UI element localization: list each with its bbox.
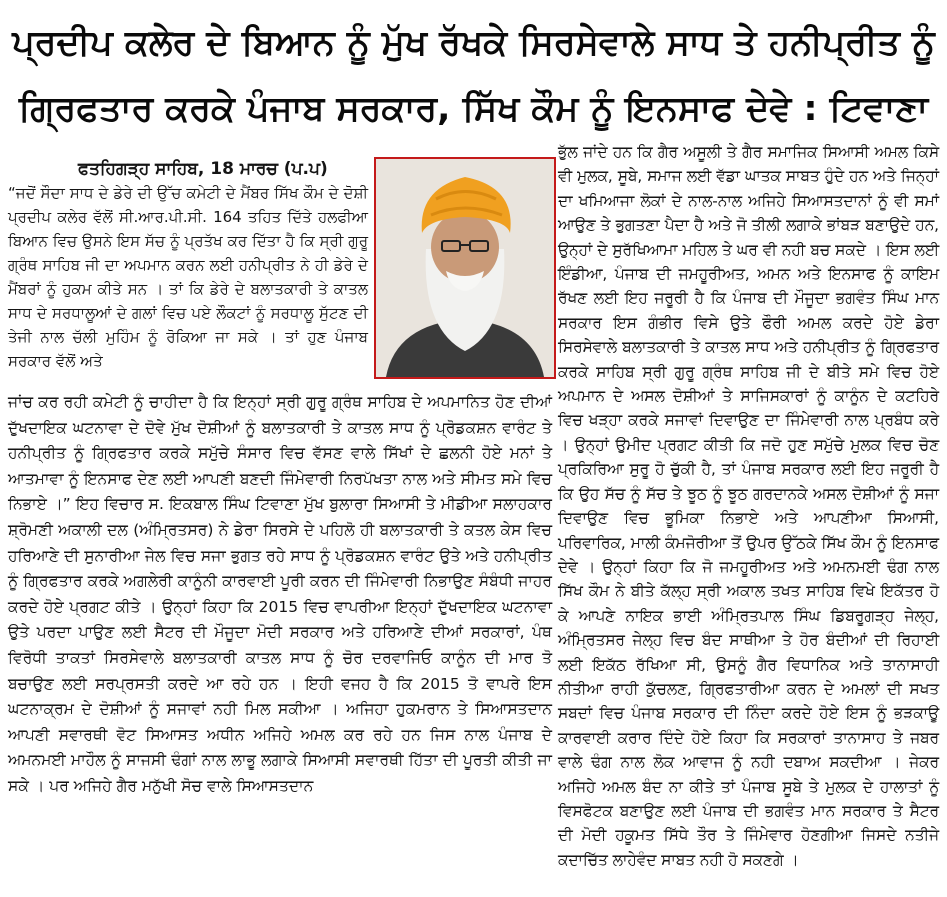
article-paragraph-intro: “ਜਦੋਂ ਸੌਦਾ ਸਾਧ ਦੇ ਡੇਰੇ ਦੀ ਉੱਚ ਕਮੇਟੀ ਦੇ ਮੈਂਬਰ ਸਿੱਖ ਕੌਮ ਦੇ ਦੋਸ਼ੀ ਪ੍ਰਦੀਪ ਕਲੇਰ ਵੱਲੋਂ ਸੀ.ਆਰ.ਪੀ.ਸੀ. 164 ਤਹਿਤ ਦਿੱਤੇ ਹਲਫੀਆ ਬਿਆਨ ਵਿਚ ਉਸਨੇ ਇਸ ਸੱਚ ਨੂੰ ਪ੍ਰਤੱਖ ਕਰ ਦਿੱਤਾ ਹੈ ਕਿ ਸ੍ਰੀ ਗੁਰੂ ਗ੍ਰੰਥ ਸਾਹਿਬ ਜੀ ਦਾ ਅਪਮਾਨ ਕਰਨ ਲਈ ਹਨੀਪ੍ਰੀਤ ਨੇ ਹੀ ਡੇਰੇ ਦੇ ਮੈਂਬਰਾਂ ਨੂੰ ਹੁਕਮ ਕੀਤੇ ਸਨ । ਤਾਂ ਕਿ ਡੇਰੇ ਦੇ ਬਲਾਤਕਾਰੀ ਤੇ ਕਾਤਲ ਸਾਧ ਦੇ ਸਰਧਾਲੂਆਂ ਦੇ ਗਲਾਂ ਵਿਚ ਪਏ ਲੌਕਟਾਂ ਨੂੰ ਸਰਧਾਲੂ ਸੁੱਟਣ ਦੀ ਤੇਜੀ ਨਾਲ ਚੱਲੀ ਮੁਹਿੰਮ ਨੂੰ ਰੋਕਿਆ ਜਾ ਸਕੇ । ਤਾਂ ਹੁਣ ਪੰਜਾਬ ਸਰਕਾਰ ਵੱਲੋਂ ਅਤੇ <box>8 184 369 370</box>
article-column-left-top <box>8 157 368 373</box>
dateline: ਫਤਹਿਗੜ੍ਹ ਸਾਹਿਬ, 18 ਮਾਰਚ (ਪ.ਪ) <box>78 159 328 179</box>
article-column-left-bottom <box>8 390 552 800</box>
article-paragraph-right: ਭੁੱਲ ਜਾਂਦੇ ਹਨ ਕਿ ਗੈਰ ਅਸੂਲੀ ਤੇ ਗੈਰ ਸਮਾਜਿਕ ਸਿਆਸੀ ਅਮਲ ਕਿਸੇ ਵੀ ਮੁਲਕ, ਸੂਬੇ, ਸਮਾਜ ਲਈ ਵੱਡਾ ਘਾਤਕ ਸਾਬਤ ਹੁੰਦੇ ਹਨ ਅਤੇ ਜਿਨ੍ਹਾਂ ਦਾ ਖਮਿਆਜਾ ਲੋਕਾਂ ਦੇ ਨਾਲ-ਨਾਲ ਅਜਿਹੇ ਸਿਆਸਤਦਾਨਾਂ ਨੂੰ ਵੀ ਸਮਾਂ ਆਉਣ ਤੇ ਭੁਗਤਣਾ ਪੈਦਾ ਹੈ ਅਤੇ ਜੋ ਤੀਲੀ ਲਗਾਕੇ ਭਾਂਬੜ ਬਣਾਉਦੇ ਹਨ, ਉਨ੍ਹਾਂ ਦੇ ਸੁਰੱਖਿਆਮਾ ਮਹਿਲ ਤੇ ਘਰ ਵੀ ਨਹੀ ਬਚ ਸਕਦੇ । ਇਸ ਲਈ ਇੰਡੀਆ, ਪੰਜਾਬ ਦੀ ਜਮਹੂਰੀਅਤ, ਅਮਨ ਅਤੇ ਇਨਸਾਫ ਨੂੰ ਕਾਇਮ ਰੱਖਣ ਲਈ ਇਹ ਜਰੂਰੀ ਹੈ ਕਿ ਪੰਜਾਬ ਦੀ ਮੌਜੂਦਾ ਭਗਵੰਤ ਸਿੰਘ ਮਾਨ ਸਰਕਾਰ ਇਸ ਗੰਭੀਰ ਵਿਸੇ ਉਤੇ ਫੌਰੀ ਅਮਲ ਕਰਦੇ ਹੋਏ ਡੇਰਾ ਸਿਰਸੇਵਾਲੇ ਬਲਾਤਕਾਰੀ ਤੇ ਕਾਤਲ ਸਾਧ ਅਤੇ ਹਨੀਪ੍ਰੀਤ ਨੂੰ ਗ੍ਰਿਫਤਾਰ ਕਰਕੇ ਸਾਹਿਬ ਸ੍ਰੀ ਗੁਰੂ ਗ੍ਰੰਥ ਸਾਹਿਬ ਜੀ ਦੇ ਬੀਤੇ ਸਮੇ ਵਿਚ ਹੋਏ ਅਪਮਾਨ ਦੇ ਅਸਲ ਦੋਸ਼ੀਆਂ ਤੇ ਸਾਜਿਸਕਾਰਾਂ ਨੂੰ ਕਾਨੂੰਨ ਦੇ ਕਟਹਿਰੇ ਵਿਚ ਖੜ੍ਹਾ ਕਰਕੇ ਸਜਾਵਾਂ ਦਿਵਾਉਣ ਦਾ ਜਿੰਮੇਵਾਰੀ ਨਾਲ ਪ੍ਰਬੰਧ ਕਰੇ । ਉਨ੍ਹਾਂ ਉਮੀਦ ਪ੍ਰਗਟ ਕੀਤੀ ਕਿ ਜਦੋ ਹੁਣ ਸਮੁੱਚੇ ਮੁਲਕ ਵਿਚ ਚੋਣ ਪ੍ਰਕਿਰਿਆ ਸੁਰੂ ਹੋ ਚੁੱਕੀ ਹੈ, ਤਾਂ ਪੰਜਾਬ ਸਰਕਾਰ ਲਈ ਇਹ ਜਰੂਰੀ ਹੈ ਕਿ ਉਹ ਸੱਚ ਨੂੰ ਸੱਚ ਤੇ ਝੂਠ ਨੂੰ ਝੂਠ ਗਰਦਾਨਕੇ ਅਸਲ ਦੋਸ਼ੀਆਂ ਨੂੰ ਸਜਾ ਦਿਵਾਉਣ ਵਿਚ ਭੂਮਿਕਾ ਨਿਭਾਏ ਅਤੇ ਆਪਣੀਆ ਸਿਆਸੀ, ਪਰਿਵਾਰਿਕ, ਮਾਲੀ ਕੰਮਜੋਰੀਆ ਤੋਂ ਉਪਰ ਉੱਠਕੇ ਸਿੱਖ ਕੌਮ ਨੂੰ ਇਨਸਾਫ ਦੇਵੇ । ਉਨ੍ਹਾਂ ਕਿਹਾ ਕਿ ਜੋ ਜਮਹੂਰੀਅਤ ਅਤੇ ਅਮਨਮਈ ਢੰਗ ਨਾਲ ਸਿੱਖ ਕੌਮ ਨੇ ਬੀਤੇ ਕੱਲ੍ਹ ਸ੍ਰੀ ਅਕਾਲ ਤਖਤ ਸਾਹਿਬ ਵਿਖੇ ਇਕੱਤਰ ਹੋ ਕੇ ਆਪਣੇ ਨਾਇਕ ਭਾਈ ਅੰਮ੍ਰਿਤਪਾਲ ਸਿੰਘ ਡਿਬਰੂਗੜ੍ਹ ਜੇਲ੍ਹ, ਅੰਮ੍ਰਿਤਸਰ ਜੇਲ੍ਹ ਵਿਚ ਬੰਦ ਸਾਥੀਆ ਤੇ ਹੋਰ ਬੰਦੀਆਂ ਦੀ ਰਿਹਾਈ ਲਈ ਇਕੱਠ ਰੱਖਿਆ ਸੀ, ਉਸਨੂੰ ਗੈਰ ਵਿਧਾਨਿਕ ਅਤੇ ਤਾਨਾਸਾਹੀ ਨੀਤੀਆ ਰਾਹੀ ਕੁੱਚਲਣ, ਗ੍ਰਿਫਤਾਰੀਆ ਕਰਨ ਦੇ ਅਮਲਾਂ ਦੀ ਸਖਤ ਸਬਦਾਂ ਵਿਚ ਪੰਜਾਬ ਸਰਕਾਰ ਦੀ ਨਿੰਦਾ ਕਰਦੇ ਹੋਏ ਇਸ ਨੂੰ ਭੜਕਾਊ ਕਾਰਵਾਈ ਕਰਾਰ ਦਿੰਦੇ ਹੋਏ ਕਿਹਾ ਕਿ ਸਰਕਾਰਾਂ ਤਾਨਾਸਾਹ ਤੇ ਜਬਰ ਵਾਲੇ ਢੰਗ ਨਾਲ ਲੋਕ ਆਵਾਜ ਨੂੰ ਨਹੀ ਦਬਾਅ ਸਕਦੀਆ । ਜੇਕਰ ਅਜਿਹੇ ਅਮਲ ਬੰਦ ਨਾ ਕੀਤੇ ਤਾਂ ਪੰਜਾਬ ਸੂਬੇ ਤੇ ਮੁਲਕ ਦੇ ਹਾਲਾਤਾਂ ਨੂੰ ਵਿਸਫੋਟਕ ਬਣਾਉਣ ਲਈ ਪੰਜਾਬ ਦੀ ਭਗਵੰਤ ਮਾਨ ਸਰਕਾਰ ਤੇ ਸੈਟਰ ਦੀ ਮੋਦੀ ਹਕੂਮਤ ਸਿੱਧੇ ਤੌਰ ਤੇ ਜਿੰਮੇਵਾਰ ਹੋਣਗੀਆ ਜਿਸਦੇ ਨਤੀਜੇ ਕਦਾਚਿੱਤ ਲਾਹੇਵੰਦ ਸਾਬਤ ਨਹੀ ਹੋ ਸਕਣਗੇ । <box>558 143 939 869</box>
portrait-illustration <box>376 159 554 377</box>
article-paragraph-body: ਜਾਂਚ ਕਰ ਰਹੀ ਕਮੇਟੀ ਨੂੰ ਚਾਹੀਦਾ ਹੈ ਕਿ ਇਨ੍ਹਾਂ ਸ੍ਰੀ ਗੁਰੂ ਗ੍ਰੰਥ ਸਾਹਿਬ ਦੇ ਅਪਮਾਨਿਤ ਹੋਣ ਦੀਆਂ ਦੁੱਖਦਾਇਕ ਘਟਨਾਵਾ ਦੇ ਦੋਵੇ ਮੁੱਖ ਦੋਸ਼ੀਆਂ ਨੂੰ ਬਲਾਤਕਾਰੀ ਤੇ ਕਾਤਲ ਸਾਧ ਨੂੰ ਪ੍ਰੋਡਕਸ਼ਨ ਵਾਰੰਟ ਤੇ ਹਨੀਪ੍ਰੀਤ ਨੂੰ ਗ੍ਰਿਫਤਾਰ ਕਰਕੇ ਸਮੁੱਚੇ ਸੰਸਾਰ ਵਿਚ ਵੱਸਣ ਵਾਲੇ ਸਿੱਖਾਂ ਦੇ ਛਲਨੀ ਹੋਏ ਮਨਾਂ ਤੇ ਆਤਮਾਵਾ ਨੂੰ ਇਨਸਾਫ ਦੇਣ ਲਈ ਆਪਣੀ ਬਣਦੀ ਜਿੰਮੇਵਾਰੀ ਨਿਰਪੱਖਤਾ ਨਾਲ ਅਤੇ ਸੀਮਤ ਸਮੇ ਵਿਚ ਨਿਭਾਏ ।” ਇਹ ਵਿਚਾਰ ਸ. ਇਕਬਾਲ ਸਿੰਘ ਟਿਵਾਣਾ ਮੁੱਖ ਬੁਲਾਰਾ ਸਿਆਸੀ ਤੇ ਮੀਡੀਆ ਸਲਾਹਕਾਰ ਸ਼੍ਰੋਮਣੀ ਅਕਾਲੀ ਦਲ (ਅੰਮ੍ਰਿਤਸਰ) ਨੇ ਡੇਰਾ ਸਿਰਸੇ ਦੇ ਪਹਿਲੋ ਹੀ ਬਲਾਤਕਾਰੀ ਤੇ ਕਤਲ ਕੇਸ ਵਿਚ ਹਰਿਆਣੇ ਦੀ ਸੁਨਾਰੀਆ ਜੇਲ ਵਿਚ ਸਜਾ ਭੁਗਤ ਰਹੇ ਸਾਧ ਨੂੰ ਪ੍ਰੋਡਕਸ਼ਨ ਵਾਰੰਟ ਉਤੇ ਅਤੇ ਹਨੀਪ੍ਰੀਤ ਨੂੰ ਗ੍ਰਿਫਤਾਰ ਕਰਕੇ ਅਗਲੇਰੀ ਕਾਨੂੰਨੀ ਕਾਰਵਾਈ ਪੂਰੀ ਕਰਨ ਦੀ ਜਿੰਮੇਵਾਰੀ ਨਿਭਾਉਣ ਸੰਬੰਧੀ ਜਾਹਰ ਕਰਦੇ ਹੋਏ ਪ੍ਰਗਟ ਕੀਤੇ । ਉਨ੍ਹਾਂ ਕਿਹਾ ਕਿ 2015 ਵਿਚ ਵਾਪਰੀਆ ਇਨ੍ਹਾਂ ਦੁੱਖਦਾਇਕ ਘਟਨਾਵਾ ਉਤੇ ਪਰਦਾ ਪਾਉਣ ਲਈ ਸੈਟਰ ਦੀ ਮੌਜੂਦਾ ਮੋਦੀ ਸਰਕਾਰ ਅਤੇ ਹਰਿਆਣੇ ਦੀਆਂ ਸਰਕਾਰਾਂ, ਪੰਥ ਵਿਰੋਧੀ ਤਾਕਤਾਂ ਸਿਰਸੇਵਾਲੇ ਬਲਾਤਕਾਰੀ ਕਾਤਲ ਸਾਧ ਨੂੰ ਚੋਰ ਦਰਵਾਜਿਓ ਕਾਨੂੰਨ ਦੀ ਮਾਰ ਤੋ ਬਚਾਉਣ ਲਈ ਸਰਪ੍ਰਸਤੀ ਕਰਦੇ ਆ ਰਹੇ ਹਨ । ਇਹੀ ਵਜਹ ਹੈ ਕਿ 2015 ਤੋ ਵਾਪਰੇ ਇਸ ਘਟਨਾਕ੍ਰਮ ਦੇ ਦੋਸ਼ੀਆਂ ਨੂੰ ਸਜਾਵਾਂ ਨਹੀ ਮਿਲ ਸਕੀਆ । ਅਜਿਹਾ ਹੁਕਮਰਾਨ ਤੇ ਸਿਆਸਤਦਾਨ ਆਪਣੀ ਸਵਾਰਥੀ ਵੋਟ ਸਿਆਸਤ ਅਧੀਨ ਅਜਿਹੇ ਅਮਲ ਕਰ ਰਹੇ ਹਨ ਜਿਸ ਨਾਲ ਪੰਜਾਬ ਦੇ ਅਮਨਮਈ ਮਾਹੌਲ ਨੂੰ ਸਾਜਸੀ ਢੰਗਾਂ ਨਾਲ ਲਾਭੂ ਲਗਾਕੇ ਸਿਆਸੀ ਸਵਾਰਥੀ ਹਿੱਤਾ ਦੀ ਪੂਰਤੀ ਕੀਤੀ ਜਾ ਸਕੇ । ਪਰ ਅਜਿਹੇ ਗੈਰ ਮਨੁੱਖੀ ਸੋਚ ਵਾਲੇ ਸਿਆਸਤਦਾਨ <box>8 393 552 795</box>
headline-line-1: ਪ੍ਰਦੀਪ ਕਲੇਰ ਦੇ ਬਿਆਨ ਨੂੰ ਮੁੱਖ ਰੱਖਕੇ ਸਿਰਸੇਵਾਲੇ ਸਾਧ ਤੇ ਹਨੀਪ੍ਰੀਤ ਨੂੰ <box>12 23 935 63</box>
headline <box>8 10 939 142</box>
portrait-photo <box>374 157 556 379</box>
headline-line-2: ਗ੍ਰਿਫਤਾਰ ਕਰਕੇ ਪੰਜਾਬ ਸਰਕਾਰ, ਸਿੱਖ ਕੌਮ ਨੂੰ ਇਨਸਾਫ ਦੇਵੇ : ਟਿਵਾਣਾ <box>18 89 929 129</box>
article-column-right <box>558 140 939 872</box>
